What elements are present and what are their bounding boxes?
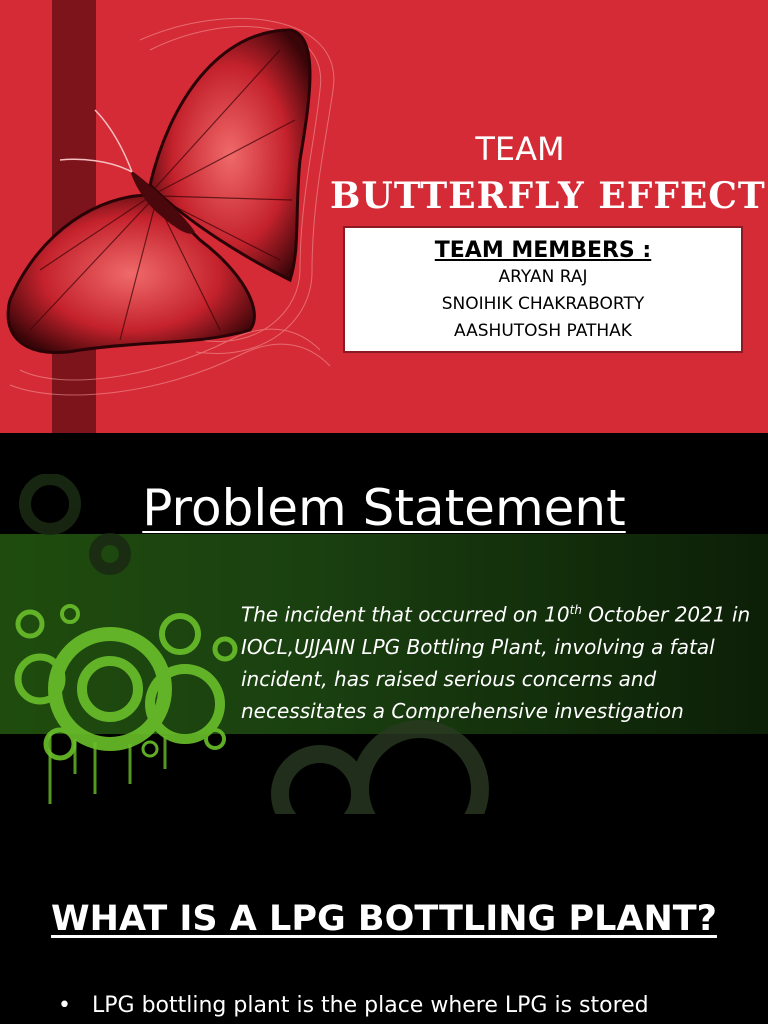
team-member: ARYAN RAJ [498, 267, 588, 287]
statement-text-part: October 2021 in IOCL,UJJAIN LPG Bottling Plant, involving a fatal incident, has raised serious concerns and necessitates a Comprehensive investigation [241, 602, 751, 723]
bullet-icon: • [58, 993, 71, 1018]
team-members-box [343, 226, 743, 353]
title-slide [0, 0, 768, 433]
lpg-slide-title: WHAT IS A LPG BOTTLING PLANT? [51, 899, 717, 939]
butterfly-image [0, 10, 340, 410]
bullet-text: LPG bottling plant is the place where LPG is stored [92, 993, 649, 1018]
bullet-item [58, 993, 649, 1018]
team-member: SNOIHIK CHAKRABORTY [441, 294, 645, 314]
problem-statement-slide [0, 434, 768, 866]
lpg-plant-slide [0, 867, 768, 1024]
team-members-heading: TEAM MEMBERS : [434, 238, 652, 263]
ordinal-superscript: th [569, 603, 582, 617]
team-member: AASHUTOSH PATHAK [454, 321, 632, 341]
team-members-list [345, 264, 741, 345]
problem-statement-title: Problem Statement [142, 479, 626, 537]
team-name: BUTTERFLY EFFECT [330, 175, 766, 217]
problem-statement-text [241, 594, 766, 727]
statement-text-part: The incident that occurred on 10 [241, 602, 570, 627]
team-label: TEAM [475, 130, 565, 168]
